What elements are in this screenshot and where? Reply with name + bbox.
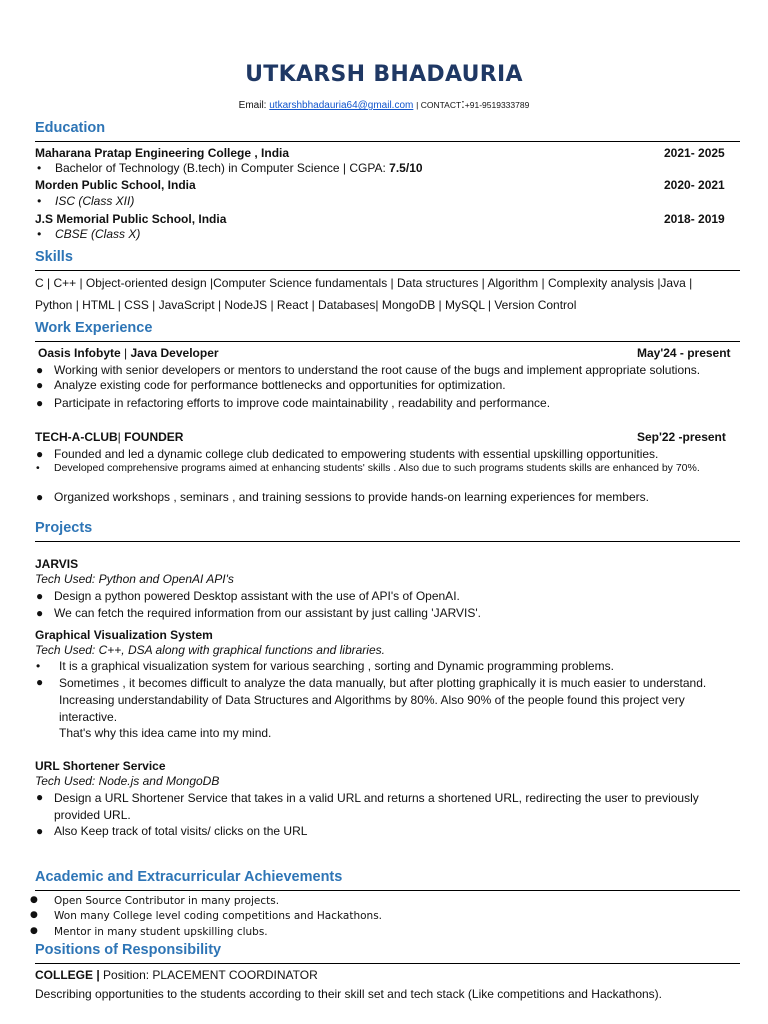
job-1-heading: Oasis Infobyte | Java Developer xyxy=(38,346,219,360)
email-label: Email: xyxy=(238,100,270,111)
resume-name: UTKARSH BHADAURIA xyxy=(245,62,523,87)
section-projects-title: Projects xyxy=(35,520,93,536)
edu-years-3: 2018- 2019 xyxy=(664,212,725,226)
edu-school-1: Maharana Pratap Engineering College , India xyxy=(35,146,290,160)
contact-label: | CONTACT xyxy=(416,100,462,110)
contact-colon: : xyxy=(461,96,465,111)
divider xyxy=(35,341,740,342)
divider xyxy=(35,141,740,142)
skills-line-2: Python | HTML | CSS | JavaScript | NodeJS | React | Databases| MongoDB | MySQL | Version Control xyxy=(35,298,577,312)
email-link[interactable]: utkarshbhadauria64@gmail.com xyxy=(269,100,414,111)
divider xyxy=(35,270,740,271)
project-3-name: URL Shortener Service xyxy=(35,759,166,773)
project-2-note: That's why this idea came into my mind. xyxy=(59,726,272,740)
edu-years-2: 2020- 2021 xyxy=(664,178,725,192)
section-achievements-title: Academic and Extracurricular Achievements xyxy=(35,869,343,885)
project-3-tech: Tech Used: Node.js and MongoDB xyxy=(35,774,220,788)
section-work-title: Work Experience xyxy=(35,320,153,336)
phone: +91-9519333789 xyxy=(464,100,530,110)
position-description: Describing opportunities to the students according to their skill set and tech stack (Like competitions and Hackathons). xyxy=(35,987,662,1001)
job-2-dates: Sep'22 -present xyxy=(637,430,726,444)
divider xyxy=(35,890,740,891)
contact-line xyxy=(0,96,768,111)
project-2-tech: Tech Used: C++, DSA along with graphical functions and libraries. xyxy=(35,643,385,657)
skills-line-1: C | C++ | Object-oriented design |Computer Science fundamentals | Data structures | Algorithm | Complexity analysis |Java | xyxy=(35,276,693,290)
divider xyxy=(35,541,740,542)
position-line: COLLEGE | Position: PLACEMENT COORDINATOR xyxy=(35,968,318,982)
job-1-dates: May'24 - present xyxy=(637,346,731,360)
edu-years-1: 2021- 2025 xyxy=(664,146,725,160)
job-2-heading: TECH-A-CLUB| FOUNDER xyxy=(35,430,184,444)
edu-school-2: Morden Public School, India xyxy=(35,178,196,192)
edu-school-3: J.S Memorial Public School, India xyxy=(35,212,227,226)
project-1-name: JARVIS xyxy=(35,557,79,571)
section-skills-title: Skills xyxy=(35,249,73,265)
section-positions-title: Positions of Responsibility xyxy=(35,942,222,958)
divider xyxy=(35,963,740,964)
project-1-tech: Tech Used: Python and OpenAI API's xyxy=(35,572,234,586)
section-education-title: Education xyxy=(35,120,106,136)
project-2-name: Graphical Visualization System xyxy=(35,628,213,642)
